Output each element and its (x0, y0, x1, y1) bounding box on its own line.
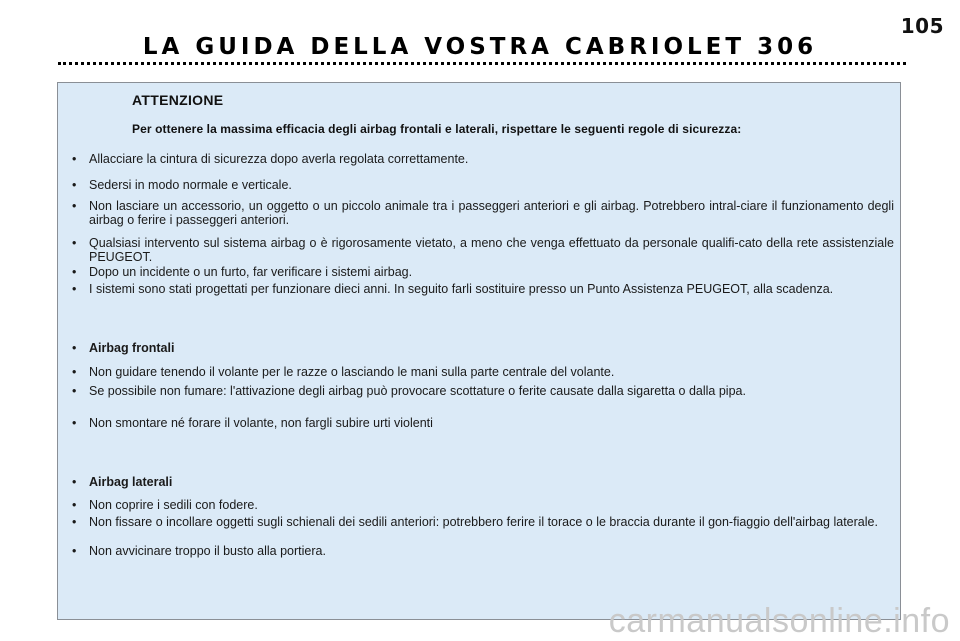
list-item-text: Non guidare tenendo il volante per le razze o lasciando le mani sulla parte centrale del volante. (89, 365, 615, 379)
warning-heading: ATTENZIONE (132, 92, 224, 108)
bullet-icon: • (72, 384, 77, 398)
dotted-divider (58, 62, 906, 65)
bullet-icon: • (72, 365, 77, 379)
bullet-icon: • (72, 515, 77, 529)
page-title: LA GUIDA DELLA VOSTRA CABRIOLET 306 (142, 34, 818, 60)
warning-box (57, 82, 901, 620)
list-item (72, 152, 894, 166)
warning-intro: Per ottenere la massima efficacia degli airbag frontali e laterali, rispettare le seguenti regole di sicurezza: (132, 122, 742, 136)
bullet-icon: • (72, 152, 77, 166)
list-item-text: Dopo un incidente o un furto, far verificare i sistemi airbag. (89, 265, 413, 279)
list-item-text: Non fissare o incollare oggetti sugli schienali dei sedili anteriori: potrebbero ferire il torace o le braccia durante il gon-fiaggio dell'airbag laterale. (89, 515, 878, 529)
list-item (72, 236, 894, 264)
bullet-icon: • (72, 265, 77, 279)
section-heading-frontal-airbag (72, 341, 894, 355)
list-item-text: Non coprire i sedili con fodere. (89, 498, 258, 512)
bullet-icon: • (72, 178, 77, 192)
bullet-icon: • (72, 199, 77, 213)
list-item-text: Se possibile non fumare: l'attivazione degli airbag può provocare scottature o ferite causate dalla sigaretta o dalla pipa. (89, 384, 746, 398)
list-item-text: Non smontare né forare il volante, non fargli subire urti violenti (89, 416, 433, 430)
list-item-text: I sistemi sono stati progettati per funzionare dieci anni. In seguito farli sostituire presso un Punto Assistenza PEUGEOT, alla scadenza. (89, 282, 834, 296)
list-item-text: Airbag frontali (89, 341, 175, 355)
list-item (72, 515, 894, 529)
page-number: 105 (900, 14, 944, 38)
bullet-icon: • (72, 498, 77, 512)
list-item (72, 384, 894, 398)
list-item (72, 199, 894, 227)
list-item (72, 178, 894, 192)
list-item (72, 365, 894, 379)
list-item-text: Non lasciare un accessorio, un oggetto o un piccolo animale tra i passeggeri anteriori e gli airbag. Potrebbero intral-ciare il funzionamento degli airbag o ferire i passeggeri anteriori. (89, 199, 894, 227)
list-item-text: Airbag laterali (89, 475, 173, 489)
bullet-icon: • (72, 544, 77, 558)
section-heading-side-airbag (72, 475, 894, 489)
list-item (72, 265, 894, 279)
list-item (72, 282, 894, 296)
bullet-icon: • (72, 236, 77, 250)
bullet-icon: • (72, 475, 77, 489)
list-item-text: Qualsiasi intervento sul sistema airbag o è rigorosamente vietato, a meno che venga effettuato da personale qualifi-cato della rete assistenziale PEUGEOT. (89, 236, 894, 264)
bullet-icon: • (72, 282, 77, 296)
bullet-icon: • (72, 416, 77, 430)
list-item (72, 416, 894, 430)
list-item-text: Sedersi in modo normale e verticale. (89, 178, 292, 192)
list-item (72, 544, 894, 558)
list-item (72, 498, 894, 512)
watermark: carmanualsonline.info (608, 602, 950, 640)
bullet-icon: • (72, 341, 77, 355)
list-item-text: Allacciare la cintura di sicurezza dopo averla regolata correttamente. (89, 152, 469, 166)
list-item-text: Non avvicinare troppo il busto alla portiera. (89, 544, 326, 558)
